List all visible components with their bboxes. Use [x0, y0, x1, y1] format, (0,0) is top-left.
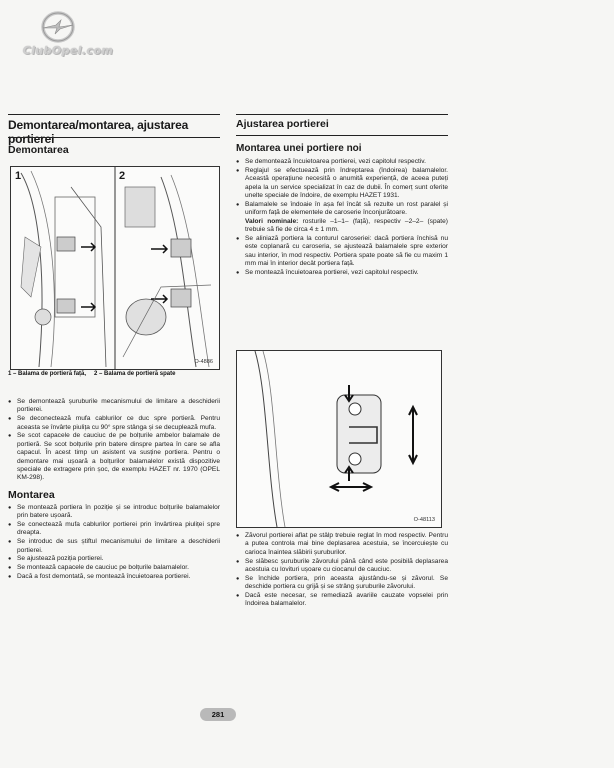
list-item: ● Dacă este necesar, se remediază avariile cauzate vopselei prin îndoirea balamalelor. [236, 592, 448, 609]
striker-drawing [237, 351, 441, 527]
hinge-figure [10, 166, 220, 370]
subtitle-portiera-noua: Montarea unei portiere noi [236, 143, 362, 154]
list-item [236, 201, 448, 235]
section-title-ajustarea: Ajustarea portierei [236, 118, 329, 130]
hinge-drawing [11, 167, 219, 369]
list-item: ● Se demontează încuietoarea portierei, vezi capitolul respectiv. [236, 158, 448, 166]
list-item: ● Se deconectează mufa cablurilor ce duc spre portieră. Pentru aceasta se învârte piulița cu 90° spre stânga și se decuplează mufa. [8, 415, 220, 432]
left-headings [8, 118, 222, 146]
zavor-list [236, 532, 448, 609]
montare-list [8, 504, 220, 582]
logo-text: ClubOpel.com [22, 44, 114, 57]
list-item: ● Se montează portiera în poziție și se introduc bolțurile balamalelor prin batere ușoară. [8, 504, 220, 521]
site-logo [18, 10, 118, 62]
list-item: ● Se montează încuietoarea portierei, vezi capitolul respectiv. [236, 269, 448, 277]
list-item: ● Zăvorul portierei aflat pe stâlp trebuie reglat în mod respectiv. Pentru a putea controla mai bine deplasarea acestuia, se încercuiește cu carioca înaintea slăbirii șuruburilor. [236, 532, 448, 557]
valori-label: Valori nominale: [245, 217, 299, 225]
figure-label-2: 2 [119, 170, 126, 182]
valori-text: rosturile –1–1– (față), respectiv –2–2– (spate) trebuie să fie de circa 4 ± 1 mm. [245, 217, 448, 234]
list-item: ● Se aliniază portiera la conturul caroseriei: dacă portiera închisă nu este coplanară cu caroseria, se ajustează balamalele spre exterior sau interior, în mod respectiv. Portiera spate poate să fie cu maxim 1 mm mai în interior decât portiera față. [236, 235, 448, 269]
figure-caption [8, 371, 220, 377]
list-item: ● Se închide portiera, prin aceasta ajustându-se și zăvorul. Se deschide portiera cu grijă și se strâng șuruburile zăvorului. [236, 575, 448, 592]
ajustarea-rule [236, 135, 448, 137]
figure-code: O-4886 [194, 359, 213, 365]
page-number: 281 [200, 708, 236, 721]
list-item-text: Balamalele se îndoaie în așa fel încât să rezulte un rost paralel și uniform față de elementele de caroserie înconjurătoare. [245, 200, 448, 217]
caption-rear-hinge: 2 – Balama de portieră spate [94, 371, 176, 377]
striker-figure [236, 350, 442, 528]
list-item: ● Se demontează șuruburile mecanismului de limitare a deschiderii portierei. [8, 398, 220, 415]
page-title: Demontarea/montarea, ajustarea portierei [8, 118, 189, 146]
right-top-rule [236, 114, 448, 115]
caption-front-hinge: 1 – Balama de portieră față, [8, 371, 87, 377]
left-top-rule [8, 114, 220, 115]
striker-figure-code: O-48113 [413, 517, 435, 523]
list-item: ● Se conectează mufa cablurilor portierei prin învârtirea piuliței spre dreapta. [8, 521, 220, 538]
right-column [236, 118, 448, 278]
opel-logo-icon [38, 10, 78, 44]
title-underline [8, 137, 220, 138]
demontare-list [8, 398, 220, 483]
list-item: ● Se introduc de sus știftul mecanismului de limitare a deschiderii portierei. [8, 538, 220, 555]
list-item: ● Reglajul se efectuează prin îndreptarea (îndoirea) balamalelor. Această operațiune necesită o anumită experiență, de aceea puteți apela la un service specializat în caz de dubii. În comerț sunt oferite unelte speciale de îndoire, de exemplu HAZET 1931. [236, 167, 448, 201]
section-title-demontarea: Demontarea [8, 144, 69, 156]
list-item: ● Se scot capacele de cauciuc de pe bolțurile ambelor balamale de portieră. Se scot bolțurile prin batere dinspre partea în care se afla capacul. În acest timp un asistent va susține portiera. Pentru o demontare mai ușoară a bolțurilor balamalelor există dispozitive speciale de extragere prin șoc, de exemplu HAZET nr. 1970 (OPEL KM-298). [8, 432, 220, 482]
list-item: ● Se montează capacele de cauciuc pe bolțurile balamalelor. [8, 564, 220, 572]
list-item: ● Se slăbesc șuruburile zăvorului până când este posibilă deplasarea acestuia cu lovituri ușoare cu ciocanul de cauciuc. [236, 558, 448, 575]
list-item: ● Dacă a fost demontată, se montează încuietoarea portierei. [8, 573, 220, 581]
zavor-steps [236, 532, 448, 609]
demontare-heading [8, 144, 69, 156]
figure-label-1: 1 [15, 170, 22, 182]
demontare-steps [8, 398, 220, 582]
list-item: ● Se ajustează poziția portierei. [8, 555, 220, 563]
section-title-montarea: Montarea [8, 488, 55, 501]
ajustare-list [236, 158, 448, 277]
